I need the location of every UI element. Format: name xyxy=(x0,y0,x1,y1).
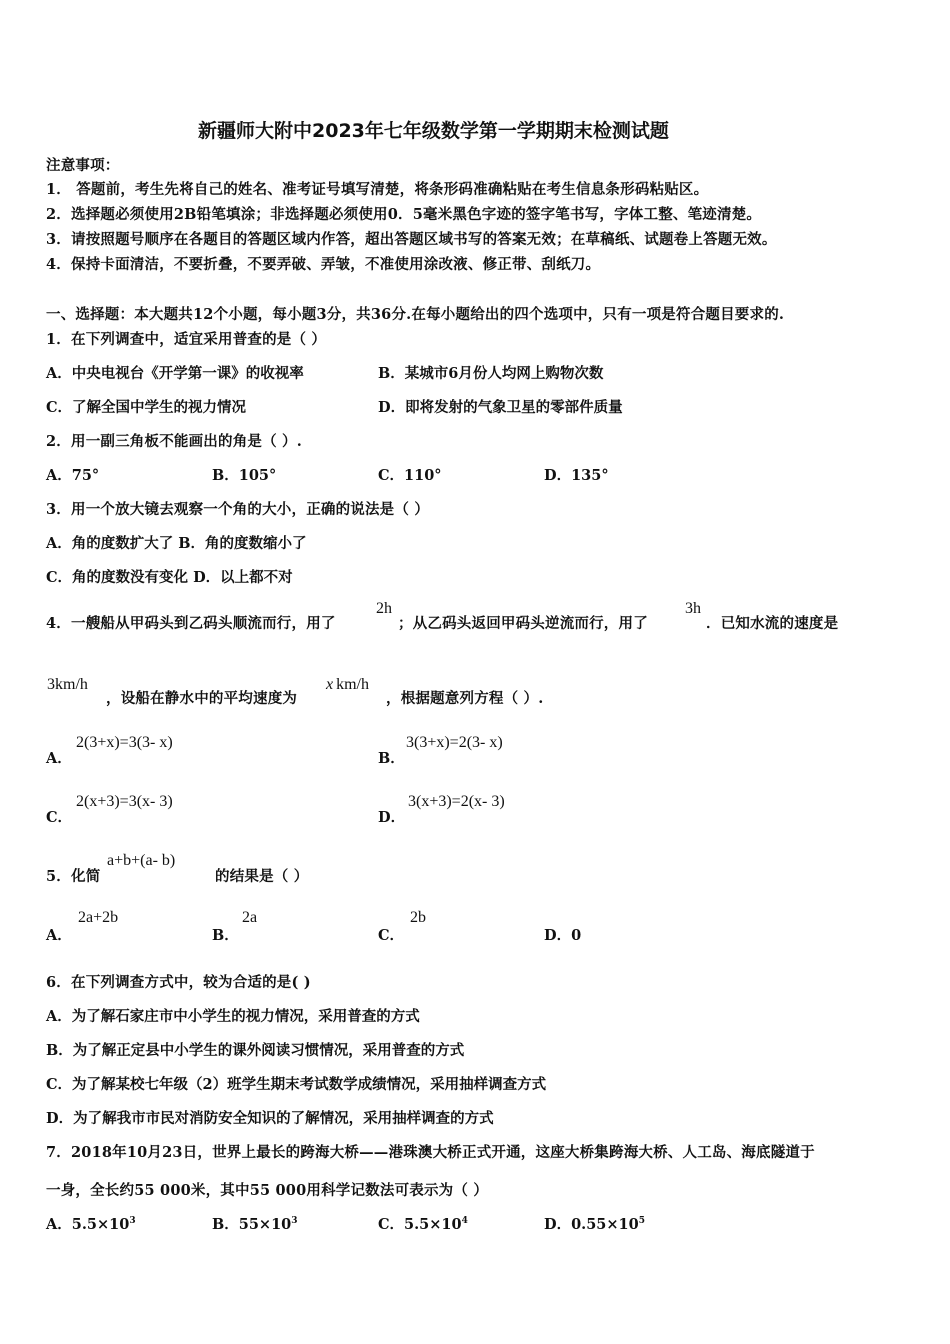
q5-option-c-label: C． xyxy=(378,927,405,944)
q5-stem-part1: 5．化简 xyxy=(46,868,101,885)
q3-stem: 3．用一个放大镜去观察一个角的大小，正确的说法是（ ） xyxy=(46,501,430,518)
q7-option-c-base: C．5.5×10 xyxy=(378,1216,462,1233)
q7-option-a-base: A．5.5×10 xyxy=(46,1216,130,1233)
q3-options-ab: A．角的度数扩大了 B．角的度数缩小了 xyxy=(46,535,307,552)
q5-option-c-expression: 2b xyxy=(410,909,426,926)
q4-option-d-label: D． xyxy=(378,809,406,826)
q4-stem-part2: ；从乙码头返回甲码头逆流而行，用了 xyxy=(398,615,648,632)
q4-option-a-label: A． xyxy=(46,750,72,767)
q7-option-b-base: B．55×10 xyxy=(212,1216,292,1233)
q4-time-downstream: 2h xyxy=(376,600,392,617)
q7-option-a xyxy=(46,1213,136,1234)
q5-stem-part2: 的结果是（ ） xyxy=(215,868,309,885)
q4-speed-unit: km/h xyxy=(336,676,369,693)
q1-option-a: A．中央电视台《开学第一课》的收视率 xyxy=(46,365,304,382)
q4-option-d-equation: 3(x+3)=2(x- 3) xyxy=(408,793,505,810)
q4-stem-part1: 4．一艘船从甲码头到乙码头顺流而行，用了 xyxy=(46,615,336,632)
q4-variable-x: x xyxy=(326,676,334,693)
q5-option-d: D．0 xyxy=(544,927,582,944)
notice-item: 1． 答题前，考生先将自己的姓名、准考证号填写清楚，将条形码准确粘贴在考生信息条形码粘贴区。 xyxy=(46,181,709,198)
q7-stem-line2: 一身，全长约55 000米，其中55 000用科学记数法可表示为（ ） xyxy=(46,1182,489,1199)
q4-option-b-equation: 3(3+x)=2(3- x) xyxy=(406,734,503,751)
q2-option-c: C．110° xyxy=(378,467,442,484)
q2-stem: 2．用一副三角板不能画出的角是（ ）. xyxy=(46,433,302,450)
q6-option-c: C．为了解某校七年级（2）班学生期末考试数学成绩情况，采用抽样调查方式 xyxy=(46,1076,547,1093)
page-title: 新疆师大附中2023年七年级数学第一学期期末检测试题 xyxy=(198,120,669,142)
q7-option-d-base: D．0.55×10 xyxy=(544,1216,639,1233)
q1-stem: 1．在下列调查中，适宜采用普查的是（ ） xyxy=(46,331,327,348)
q1-option-c: C．了解全国中学生的视力情况 xyxy=(46,399,247,416)
notice-heading: 注意事项： xyxy=(46,157,120,174)
q7-option-a-exponent: 3 xyxy=(129,1216,136,1227)
q7-option-b xyxy=(212,1213,298,1234)
q4-option-a-equation: 2(3+x)=3(3- x) xyxy=(76,734,173,751)
q5-option-b-label: B． xyxy=(212,927,239,944)
q4-current-speed: 3km/h xyxy=(47,676,88,693)
q4-time-upstream: 3h xyxy=(685,600,701,617)
notice-item: 4．保持卡面清洁，不要折叠，不要弄破、弄皱，不准使用涂改液、修正带、刮纸刀。 xyxy=(46,256,601,273)
q2-option-a: A．75° xyxy=(46,467,100,484)
section-heading: 一、选择题：本大题共12个小题，每小题3分，共36分.在每小题给出的四个选项中，只有一项是符合题目要求的. xyxy=(46,306,785,323)
q7-option-d-exponent: 5 xyxy=(638,1216,645,1227)
q7-option-d xyxy=(544,1213,645,1234)
q6-option-d: D．为了解我市市民对消防安全知识的了解情况，采用抽样调查的方式 xyxy=(46,1110,494,1127)
q7-option-c-exponent: 4 xyxy=(461,1216,468,1227)
q5-option-b-expression: 2a xyxy=(242,909,258,926)
q7-option-c xyxy=(378,1213,468,1234)
q5-option-a-label: A． xyxy=(46,927,72,944)
q1-option-d: D．即将发射的气象卫星的零部件质量 xyxy=(378,399,623,416)
q7-stem-line1: 7．2018年10月23日，世界上最长的跨海大桥——港珠澳大桥正式开通，这座大桥集跨海大桥、人工岛、海底隧道于 xyxy=(46,1144,815,1161)
q4-stem-part4: ，设船在静水中的平均速度为 xyxy=(106,690,298,707)
q5-expression: a+b+(a- b) xyxy=(107,852,176,869)
q4-option-b-label: B． xyxy=(378,750,405,767)
q4-option-c-equation: 2(x+3)=3(x- 3) xyxy=(76,793,173,810)
q5-option-a-expression: 2a+2b xyxy=(78,909,119,926)
q6-option-b: B．为了解正定县中小学生的课外阅读习惯情况，采用普查的方式 xyxy=(46,1042,465,1059)
q4-stem-part3: ．已知水流的速度是 xyxy=(706,615,839,632)
q6-option-a: A．为了解石家庄市中小学生的视力情况，采用普查的方式 xyxy=(46,1008,420,1025)
q6-stem: 6．在下列调查方式中，较为合适的是( ) xyxy=(46,974,311,991)
q7-option-b-exponent: 3 xyxy=(291,1216,298,1227)
notice-item: 2．选择题必须使用2B铅笔填涂；非选择题必须使用0．5毫米黑色字迹的签字笔书写，字体工整、笔迹清楚。 xyxy=(46,206,762,223)
q4-stem-part5: ，根据题意列方程（ ）. xyxy=(386,690,544,707)
q3-options-cd: C．角的度数没有变化 D．以上都不对 xyxy=(46,569,293,586)
q4-option-c-label: C． xyxy=(46,809,73,826)
q2-option-b: B．105° xyxy=(212,467,277,484)
q4-boat-speed xyxy=(326,676,369,694)
q2-option-d: D．135° xyxy=(544,467,609,484)
q1-option-b: B．某城市6月份人均网上购物次数 xyxy=(378,365,604,382)
notice-item: 3．请按照题号顺序在各题目的答题区域内作答，超出答题区域书写的答案无效；在草稿纸、试题卷上答题无效。 xyxy=(46,231,777,248)
